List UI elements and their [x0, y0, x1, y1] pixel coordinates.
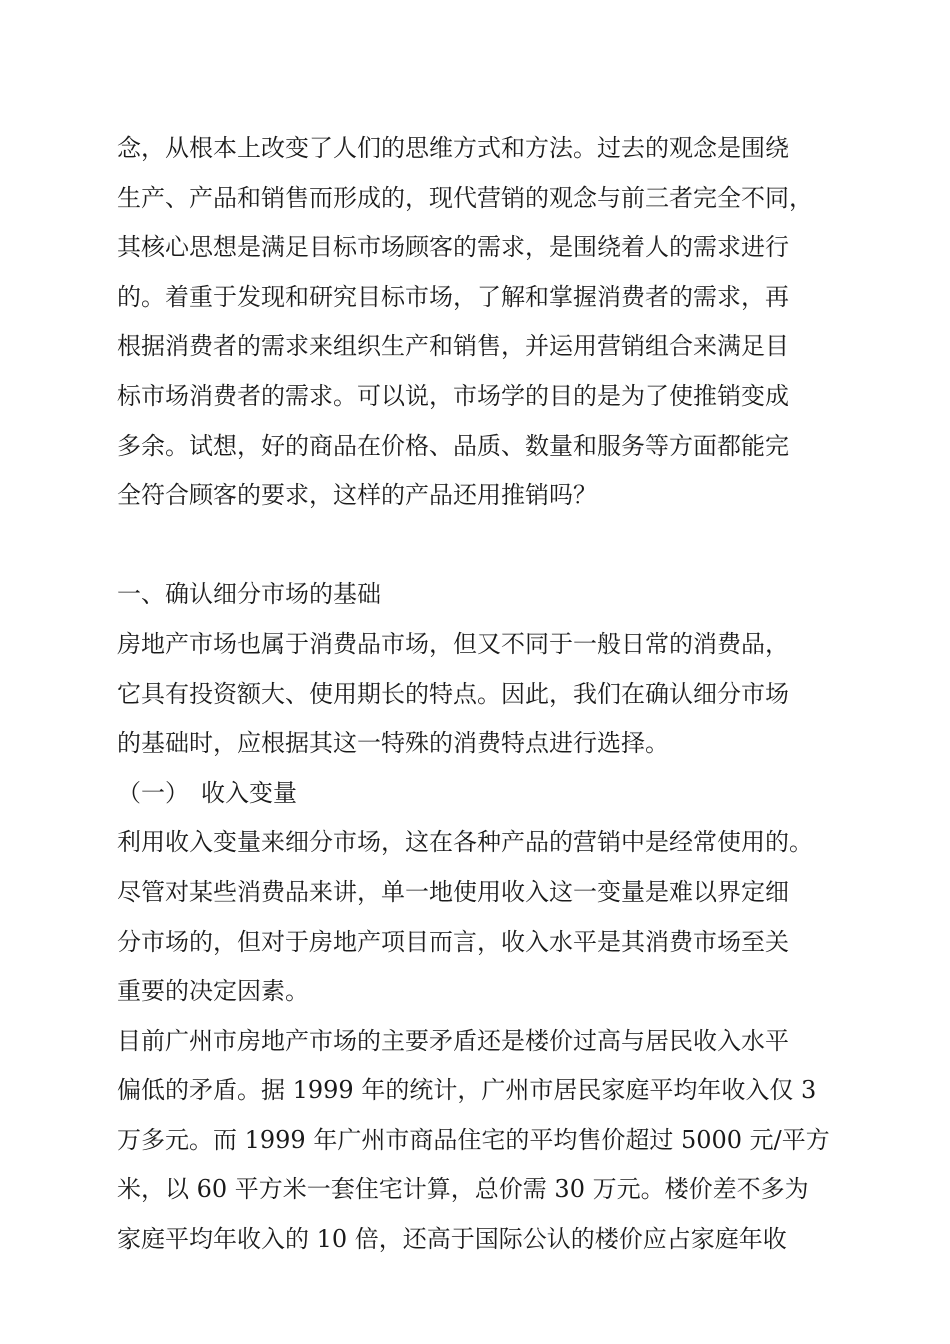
text-line: 标市场消费者的需求。可以说，市场学的目的是为了使推销变成	[117, 381, 789, 410]
paragraph-basis	[117, 620, 847, 769]
text-line: 目前广州市房地产市场的主要矛盾还是楼价过高与居民收入水平	[117, 1026, 789, 1055]
text-line: 其核心思想是满足目标市场顾客的需求，是围绕着人的需求进行	[117, 233, 789, 262]
blank-line	[117, 521, 847, 571]
paragraph-income	[117, 818, 847, 1016]
text-line: 万多元。而 1999 年广州市商品住宅的平均售价超过 5000 元/平方	[117, 1125, 830, 1154]
text-line: 生产、产品和销售而形成的，现代营销的观念与前三者完全不同，	[117, 183, 813, 212]
subsection-heading: （一） 收入变量	[117, 778, 297, 807]
paragraph-guangzhou	[117, 1017, 847, 1265]
text-line: 利用收入变量来细分市场，这在各种产品的营销中是经常使用的。	[117, 828, 813, 857]
document-body	[117, 124, 847, 1265]
paragraph-intro	[117, 124, 847, 521]
text-line: 的。着重于发现和研究目标市场，了解和掌握消费者的需求，再	[117, 282, 789, 311]
text-line: 房地产市场也属于消费品市场，但又不同于一般日常的消费品，	[117, 629, 789, 658]
text-line: 米，以 60 平方米一套住宅计算，总价需 30 万元。楼价差不多为	[117, 1175, 809, 1204]
text-line: 偏低的矛盾。据 1999 年的统计，广州市居民家庭平均年收入仅 3	[117, 1076, 817, 1105]
text-line: 家庭平均年收入的 10 倍，还高于国际公认的楼价应占家庭年收	[117, 1225, 787, 1254]
text-line: 全符合顾客的要求，这样的产品还用推销吗？	[117, 481, 597, 510]
text-line: 分市场的，但对于房地产项目而言，收入水平是其消费市场至关	[117, 927, 789, 956]
section-heading: 一、确认细分市场的基础	[117, 580, 381, 609]
text-line: 尽管对某些消费品来讲，单一地使用收入这一变量是难以界定细	[117, 877, 789, 906]
text-line: 多余。试想，好的商品在价格、品质、数量和服务等方面都能完	[117, 431, 789, 460]
text-line: 念，从根本上改变了人们的思维方式和方法。过去的观念是围绕	[117, 134, 789, 162]
text-line: 的基础时，应根据其这一特殊的消费特点进行选择。	[117, 729, 669, 758]
text-line: 重要的决定因素。	[117, 977, 309, 1006]
text-line: 它具有投资额大、使用期长的特点。因此，我们在确认细分市场	[117, 679, 789, 708]
text-line: 根据消费者的需求来组织生产和销售，并运用营销组合来满足目	[117, 332, 789, 361]
